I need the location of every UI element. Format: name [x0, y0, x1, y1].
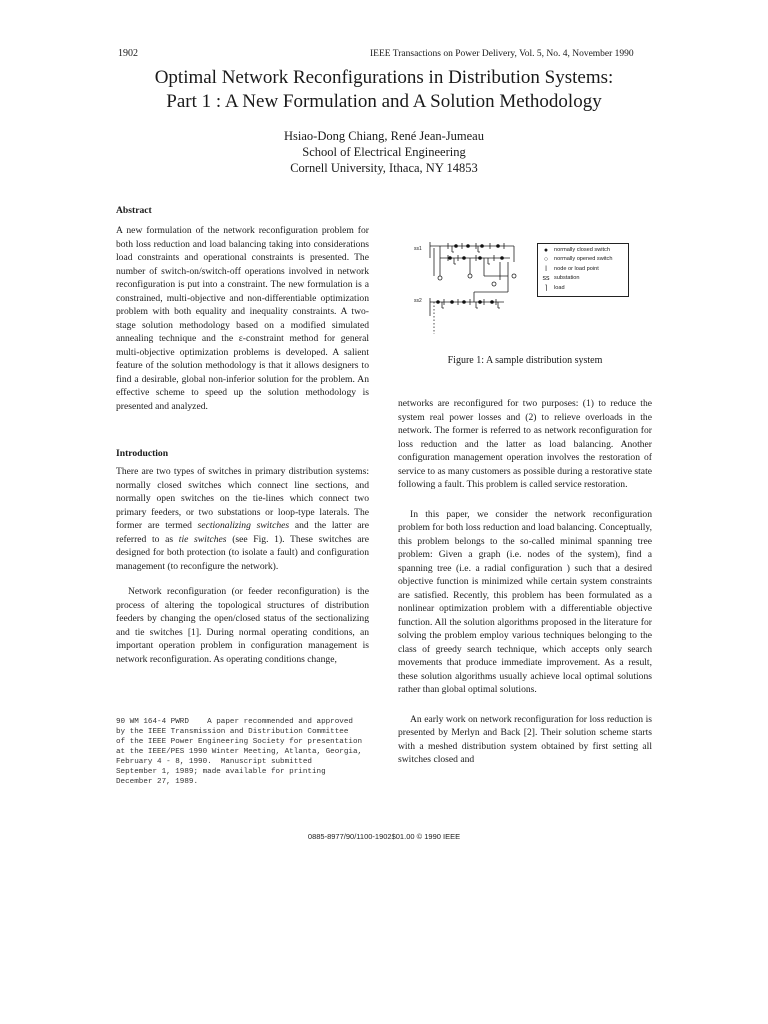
- abstract-body: [116, 224, 369, 413]
- legend-label: substation: [554, 275, 580, 282]
- author-names: Hsiao-Dong Chiang, René Jean-Jumeau: [284, 129, 484, 143]
- author-school: School of Electrical Engineering: [302, 145, 466, 159]
- abstract-heading: Abstract: [116, 205, 152, 216]
- substation-icon: ss: [542, 275, 550, 283]
- substation-1-label: ss1: [414, 246, 422, 252]
- introduction-paragraph-1: [116, 465, 369, 573]
- introduction-paragraph-2: Network reconfiguration (or feeder reconfiguration) is the process of altering the topological structures of distribution feeders by changing the open/closed status of the sectionalizing and tie switches [1]. During normal operating conditions, an important operation problem in configuration management is network reconfiguration. As operating conditions change,: [116, 586, 369, 665]
- legend-row-substation: [542, 274, 624, 283]
- right-paragraph-1: networks are reconfigured for two purposes: (1) to reduce the system real power losses and (2) to relieve overloads in the network. The former is referred to as network reconfiguration for loss reduction and the latter as load balancing. Another configuration management operation involves the restoration of service to as many customers as possible during a restorative state following a fault. This problem is called service restoration.: [398, 398, 652, 490]
- journal-header: IEEE Transactions on Power Delivery, Vol. 5, No. 4, November 1990: [370, 49, 634, 59]
- page-number: 1902: [118, 48, 138, 59]
- copyright-footer: 0885-8977/90/1100-1902$01.00 © 1990 IEEE: [307, 832, 461, 841]
- right-column-body: [398, 397, 652, 767]
- introduction-heading: Introduction: [116, 448, 169, 459]
- substation-2-label: ss2: [414, 298, 422, 304]
- term-sectionalizing-switches: sectionalizing switches: [197, 520, 290, 531]
- legend-label: normally opened switch: [554, 256, 613, 263]
- footnote: 90 WM 164-4 PWRD A paper recommended and approved by the IEEE Transmission and Distribution Committee of the IEEE Power Engineering Society for presentation at the IEEE/PES 1990 Winter Meeting, Atlanta, Georgia, February 4 - 8, 1990. Manuscript submitted September 1, 1989; made available for printing December 27, 1989.: [116, 718, 363, 786]
- legend-row-node: [542, 265, 624, 274]
- right-paragraph-3: An early work on network reconfiguration for loss reduction is presented by Merlyn and Back [2]. Their solution scheme starts with a meshed distribution system obtained by first setting all switches closed and: [398, 713, 652, 765]
- legend-row-normally-closed: [542, 246, 624, 255]
- legend-label: normally closed switch: [554, 247, 610, 253]
- intro-text-b: and the latter are referred to as: [116, 520, 369, 545]
- intro-text-c: (see Fig. 1). These switches are designed for both protection (to isolate a fault) and configuration management (to reconfigure the network).: [116, 533, 370, 572]
- right-paragraph-2: In this paper, we consider the network reconfiguration problem for both loss reduction and load balancing. Conceptually, this problem belongs to the so-called minimal spanning tree problem: Given a graph (i.e. nodes of the system), find a spanning tree (i.e. a radial configuration ) such that a desired objective function is minimized while certain system constraints are satisfied. Recently, this problem has been formulated as a nonlinear optimization problem with a differentiable objective function. All the solution algorithms proposed in the literature for solving the problem employ various techniques belonging to the class of greedy search technique, which accepts only search movements that produce immediate improvement. As a result, these solution algorithms usually achieve local optimal solutions rather than global optimal solutions.: [398, 508, 652, 695]
- load-icon: ⌉: [544, 284, 548, 292]
- paper-title-line-1: Optimal Network Reconfigurations in Distribution Systems:: [154, 67, 614, 88]
- filled-circle-icon: ●: [543, 247, 549, 254]
- legend-label: node or load point: [554, 265, 599, 272]
- intro-text-a: There are two types of switches in primary distribution systems: normally closed switches which connect line sections, and normally open switches on the tie-lines which connect two primary feeders, or two substations or loop-type laterals. The former are termed: [116, 466, 369, 531]
- legend-label: load: [554, 284, 565, 291]
- distribution-system-diagram: [414, 236, 534, 336]
- introduction-body: [116, 465, 369, 666]
- author-university: Cornell University, Ithaca, NY 14853: [290, 161, 478, 175]
- open-circle-icon: ○: [543, 256, 549, 264]
- node-tick-icon: ǀ: [545, 265, 547, 273]
- abstract-text: A new formulation of the network reconfiguration problem for both loss reduction and load balancing taking into considerations load constraints and operational constraints is presented. The number of switch-on/switch-off operations involved in network reconfiguration is put into a constraint. The new formulation is a constrained, multi-objective and non-differentiable optimization problem with both equality and inequality constraints. A two-stage solution methodology based on a modified simulated annealing technique and the ε-constraint method for general multi-objective optimization problems is developed. A salient feature of the solution methodology is that it allows designers to find a desirable, global non-inferior solution for the problem. An effective scheme to speed up the solution methodology is presented and analyzed.: [116, 225, 369, 412]
- legend-row-load: [542, 284, 624, 293]
- figure-legend: [537, 243, 629, 297]
- term-tie-switches: tie switches: [178, 533, 227, 545]
- figure-caption: Figure 1: A sample distribution system: [447, 355, 603, 366]
- paper-title-line-2: Part 1 : A New Formulation and A Solution Methodology: [166, 91, 602, 112]
- legend-row-normally-opened: [542, 255, 624, 264]
